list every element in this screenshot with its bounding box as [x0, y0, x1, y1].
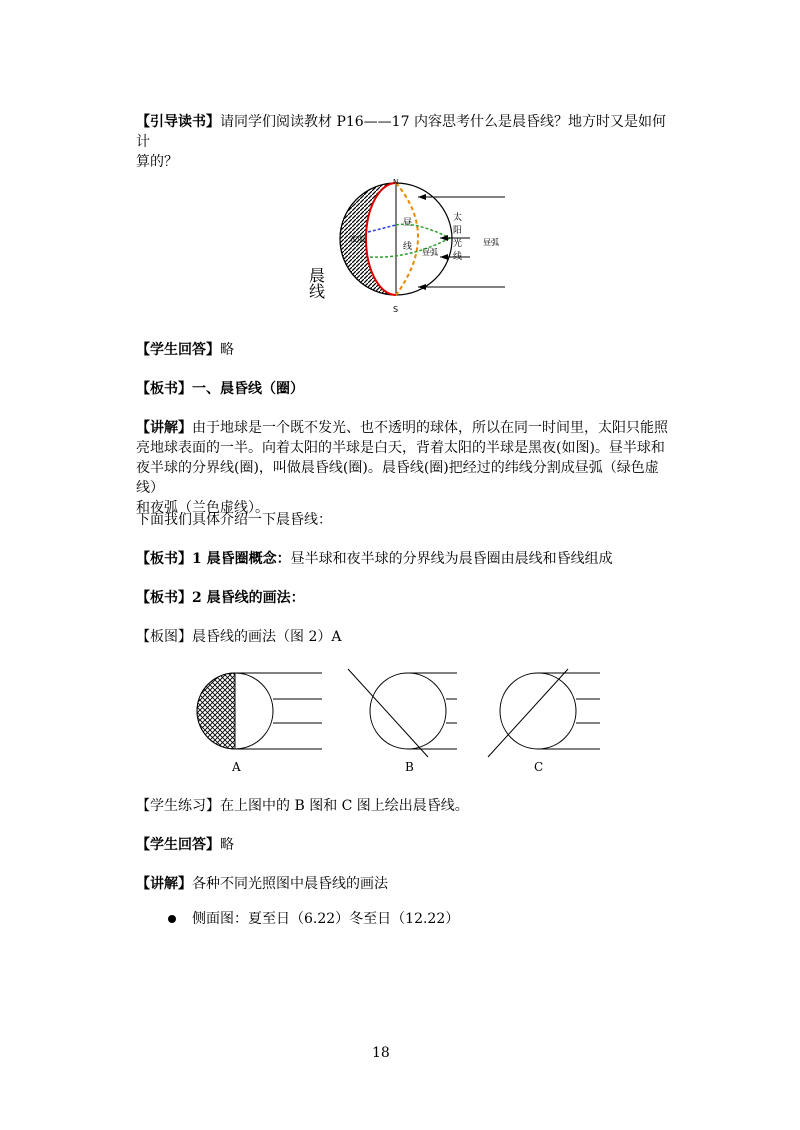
bullet-item-side-view: 侧面图：夏至日（6.22）冬至日（12.22） [192, 911, 460, 927]
north-label: N [393, 178, 399, 186]
figure-c-label: C [534, 760, 544, 774]
board-concept [136, 549, 696, 569]
explain-line-4: 和夜弧（兰色虚线）。 [136, 500, 269, 516]
explanation-2 [136, 874, 666, 894]
explain-2-text: 各种不同光照图中晨昏线的画法 [192, 876, 388, 892]
explain-tag: 【讲解】 [136, 420, 192, 436]
intro-text-2: 算的？ [136, 154, 178, 170]
board-concept-tag: 【板书】 [136, 551, 192, 567]
board-figure-caption: 【板图】晨昏线的画法（图 2）A [136, 629, 342, 645]
earth-illumination-diagram [300, 175, 530, 320]
night-side-shading [340, 183, 396, 295]
intro-text: 请同学们阅读教材 P16——17 内容思考什么是晨昏线？地方时又是如何计 [136, 114, 666, 150]
sun-label-1: 太 [453, 213, 463, 223]
board-tag: 【板书】 [136, 381, 192, 397]
board-heading-1 [136, 379, 666, 399]
dawn-char-2: 线 [309, 282, 326, 301]
student-answer-tag: 【学生回答】 [136, 342, 220, 358]
dawn-char-1: 晨 [309, 266, 326, 285]
terminator-drawing-figure [190, 665, 620, 780]
student-answer-1 [136, 340, 666, 360]
explain-line-1: 由于地球是一个既不发光、也不透明的球体，所以在同一时间里，太阳只能照 [192, 420, 668, 436]
student-answer-2-text: 略 [220, 837, 234, 853]
explain-line-3: 夜半球的分界线(圈)，叫做晨昏线(圈)。晨昏线(圈)把经过的纬线分割成昼弧（绿色虚线） [136, 460, 659, 496]
sun-label-2: 阳 [453, 226, 463, 236]
figure-a [197, 673, 322, 774]
board-concept-title: 1 晨昏圈概念： [192, 551, 291, 567]
day-arc-inner-label: 昼弧 [422, 248, 438, 257]
sun-label-3: 光 [453, 239, 463, 249]
zhou-label: 昼 [403, 218, 413, 228]
sun-label-4: 线 [453, 252, 463, 262]
intro-paragraph [136, 112, 666, 172]
day-arc-outer-label: 昼弧 [483, 238, 499, 247]
figure-c-circle [500, 673, 576, 749]
figure-a-label: A [232, 760, 241, 774]
student-practice: 【学生练习】在上图中的 B 图和 C 图上绘出晨昏线。 [136, 798, 469, 814]
board-concept-text: 昼半球和夜半球的分界线为晨昏圈由晨线和昏线组成 [290, 551, 613, 567]
explanation-paragraph [136, 418, 676, 518]
student-answer-text: 略 [220, 342, 234, 358]
board-method-title: 2 晨昏线的画法： [192, 590, 305, 606]
xian-label: 线 [403, 242, 413, 252]
board-method-tag: 【板书】 [136, 590, 192, 606]
board-drawing-method [136, 588, 666, 608]
figure-a-night-half [197, 673, 235, 749]
page-number: 18 [372, 1045, 390, 1061]
figure-c [488, 669, 600, 774]
intro-terminator: 下面我们具体介绍一下晨昏线： [136, 512, 332, 528]
explain-2-tag: 【讲解】 [136, 876, 192, 892]
night-arc-label: 夜弧 [350, 235, 366, 244]
orange-dashed-line [396, 183, 418, 295]
explain-line-2: 亮地球表面的一半。向着太阳的半球是白天，背着太阳的半球是黑夜(如图)。昼半球和 [136, 440, 665, 456]
bullet-dot [168, 915, 176, 923]
student-answer-2 [136, 835, 666, 855]
figure-b-label: B [405, 760, 414, 774]
student-answer-2-tag: 【学生回答】 [136, 837, 220, 853]
figure-b-circle [370, 673, 446, 749]
intro-tag: 【引导读书】 [136, 114, 220, 130]
board-heading-text: 一、晨昏线（圈） [192, 381, 304, 397]
south-label: S [393, 305, 399, 314]
dawn-line-label [309, 268, 325, 300]
figure-b [348, 669, 457, 774]
night-arc-blue [368, 225, 396, 232]
